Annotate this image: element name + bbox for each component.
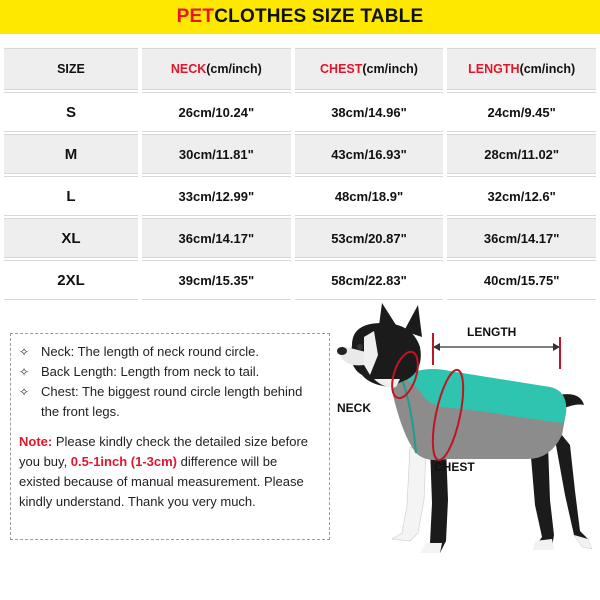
table-row xyxy=(4,92,596,132)
header-neck: NECK(cm/inch) xyxy=(142,48,291,90)
note-label: Note: xyxy=(19,434,53,449)
dog-measurement-diagram xyxy=(330,295,600,595)
size-cell: 2XL xyxy=(4,260,138,300)
chest-label: CHEST xyxy=(434,460,475,474)
length-cell: 32cm/12.6" xyxy=(447,176,596,216)
neck-cell: 26cm/10.24" xyxy=(142,92,291,132)
measurement-notes xyxy=(10,333,330,540)
note-text-2: difference will be existed because of manual measurement. Please kindly understand. Thank you very much. xyxy=(19,454,304,509)
sparkle-icon: ✧ xyxy=(19,385,30,399)
length-cell: 40cm/15.75" xyxy=(447,260,596,300)
chest-cell: 53cm/20.87" xyxy=(295,218,444,258)
sparkle-icon: ✧ xyxy=(19,345,30,359)
length-label: LENGTH xyxy=(467,325,517,339)
chest-cell: 58cm/22.83" xyxy=(295,260,444,300)
table-row xyxy=(4,260,596,300)
length-cell: 28cm/11.02" xyxy=(447,134,596,174)
neck-cell: 30cm/11.81" xyxy=(142,134,291,174)
size-cell: M xyxy=(4,134,138,174)
note-text-1: Please kindly check the detailed size before you buy, xyxy=(19,434,309,469)
neck-cell: 33cm/12.99" xyxy=(142,176,291,216)
table-row xyxy=(4,218,596,258)
note-item-chest xyxy=(19,382,321,422)
header-chest: CHEST(cm/inch) xyxy=(295,48,444,90)
note-highlight: 0.5-1inch (1-3cm) xyxy=(70,454,177,469)
note-item-text: Back Length: Length from neck to tail. xyxy=(41,364,260,379)
neck-cell: 36cm/14.17" xyxy=(142,218,291,258)
note-item-text: Chest: The biggest round circle length behind the front legs. xyxy=(41,384,303,419)
table-row xyxy=(4,176,596,216)
chest-cell: 38cm/14.96" xyxy=(295,92,444,132)
note-item-back-length xyxy=(19,362,321,382)
title-highlight: PET xyxy=(176,6,215,27)
size-cell: S xyxy=(4,92,138,132)
header-length: LENGTH(cm/inch) xyxy=(447,48,596,90)
note-item-text: Neck: The length of neck round circle. xyxy=(41,344,259,359)
sparkle-icon: ✧ xyxy=(19,365,30,379)
dog-illustration xyxy=(337,303,592,553)
size-cell: L xyxy=(4,176,138,216)
page-title xyxy=(0,0,600,34)
chest-cell: 43cm/16.93" xyxy=(295,134,444,174)
length-cell: 36cm/14.17" xyxy=(447,218,596,258)
title-rest: CLOTHES SIZE TABLE xyxy=(214,6,424,27)
header-size: SIZE xyxy=(4,48,138,90)
table-row xyxy=(4,134,596,174)
size-table xyxy=(0,46,600,302)
neck-cell: 39cm/15.35" xyxy=(142,260,291,300)
table-header-row xyxy=(4,48,596,90)
neck-label: NECK xyxy=(337,401,372,415)
note-item-neck xyxy=(19,342,321,362)
length-cell: 24cm/9.45" xyxy=(447,92,596,132)
chest-cell: 48cm/18.9" xyxy=(295,176,444,216)
size-cell: XL xyxy=(4,218,138,258)
note-paragraph xyxy=(19,432,321,512)
